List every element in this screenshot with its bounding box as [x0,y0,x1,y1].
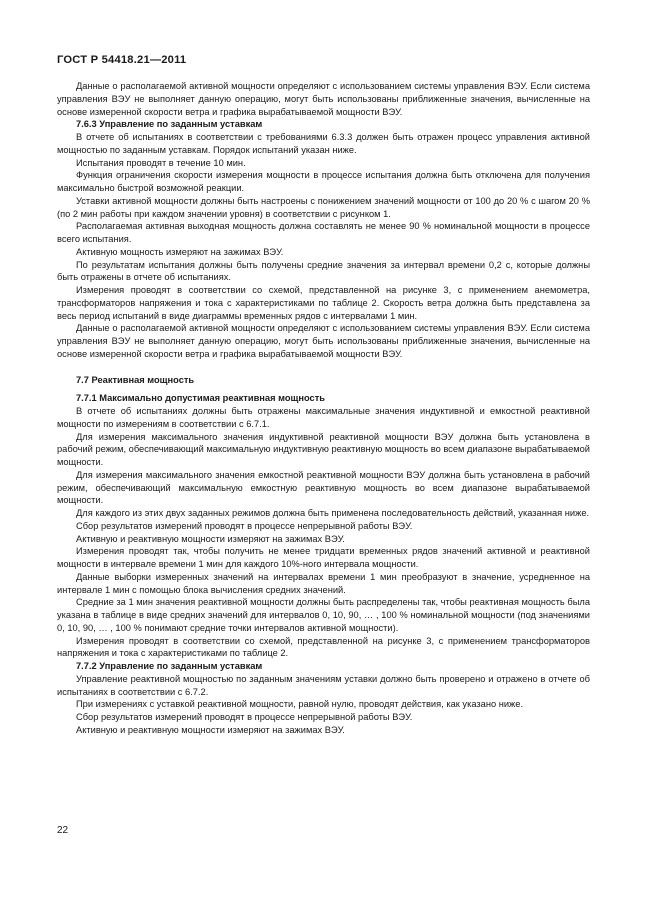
paragraph: Располагаемая активная выходная мощность должна составлять не менее 90 % номинальной мощности в процессе всего испытания. [57,221,590,244]
paragraph: Измерения проводят так, чтобы получить не менее тридцати временных рядов значений активной и реактивной мощности в интервале времени 1 мин для каждого 10%-ного интервала мощности. [57,546,590,569]
section-heading-7-7-1: 7.7.1 Максимально допустимая реактивная мощность [76,393,325,404]
section-heading-7-7-2: 7.7.2 Управление по заданным уставкам [76,661,263,671]
paragraph: Данные выборки измеренных значений на интервалах времени 1 мин преобразуют в значение, усредненное на интервале 1 мин с помощью блока вычисления средних значений. [57,571,590,595]
paragraph: Сбор результатов измерений проводят в процессе непрерывной работы ВЭУ. [76,520,413,531]
section-heading-7-7: 7.7 Реактивная мощность [76,374,195,385]
paragraph: Управление реактивной мощностью по заданным значениям уставки должно быть проверено и отражено в отчете об испытаниях в соответствии с 6.7.2. [57,673,590,697]
paragraph: В отчете об испытаниях должны быть отражены максимальные значения индуктивной и емкостной реактивной мощности по измерениям в соответствии с 6.7.1. [57,406,590,429]
paragraph: Функция ограничения скорости измерения мощности в процессе испытания должна быть отключена для получения максимально быстрой возможной реакции. [57,170,590,193]
page-number: 22 [57,825,69,836]
paragraph: Уставки активной мощности должны быть настроены с понижением значений мощности от 100 до 20 % с шагом 20 % (по 2 мин работы при каждом значении уровня) в соответствии с рисунком 1. [57,195,590,219]
document-header: ГОСТ Р 54418.21—2011 [57,54,187,66]
paragraph: Для каждого из этих двух заданных режимов должна быть применена последовательность действий, указанная ниже. [76,508,590,518]
paragraph: Измерения проводят в соответствии со схемой, представленной на рисунке 3, с применением анемометра, трансформаторов напряжения и тока с характеристиками по таблице 2. Скорость ветра должна быть представлена за весь период испытаний в виде диаграммы временных рядов с интервалами 1 мин. [57,285,590,321]
paragraph: При измерениях с уставкой реактивной мощности, равной нулю, проводят действия, как указано ниже. [76,699,524,710]
paragraph: Измерения проводят в соответствии со схемой, представленной на рисунке 3, с применением трансформаторов напряжения и тока с характеристиками по таблице 2. [57,635,590,659]
document-body [57,80,590,737]
paragraph: Данные о располагаемой активной мощности определяют с использованием системы управления ВЭУ. Если система управления ВЭУ не выполняет данную операцию, могут быть использованы приближенные значения, вычисленные на основе измеренной скорости ветра и графика вырабатываемой мощности ВЭУ. [57,323,590,359]
paragraph: Активную и реактивную мощности измеряют на зажимах ВЭУ. [76,533,345,544]
paragraph: Активную мощность измеряют на зажимах ВЭУ. [76,246,284,257]
paragraph: Для измерения максимального значения индуктивной реактивной мощности ВЭУ должна быть установлена в рабочий режим, обеспечивающий максимальную индуктивную реактивную мощность во всем диапазоне вырабатываемой мощности. [57,431,590,467]
paragraph: По результатам испытания должны быть получены средние значения за интервал времени 0,2 с, которые должны быть отражены в отчете об испытаниях. [57,259,590,283]
paragraph: Активную и реактивную мощности измеряют на зажимах ВЭУ. [76,724,345,735]
paragraph: Данные о располагаемой активной мощности определяют с использованием системы управления ВЭУ. Если система управления ВЭУ не выполняет данную операцию, могут быть использованы приближенные значения, вычисленные на основе измеренной скорости ветра и графика вырабатываемой мощности ВЭУ. [57,81,590,117]
paragraph: Средние за 1 мин значения реактивной мощности должны быть распределены так, чтобы реактивная мощность была указана в таблице в виде средних значений для интервалов 0, 10, 90, … , 100 % номинальной мощности (под значениями 0, 10, 90, … , 100 % понимают средние точки интервалов активной мощности). [57,597,590,633]
paragraph: Сбор результатов измерений проводят в процессе непрерывной работы ВЭУ. [76,712,413,722]
paragraph: В отчете об испытаниях в соответствии с требованиями 6.3.3 должен быть отражен процесс управления активной мощностью по заданным уставкам. Порядок испытаний указан ниже. [57,132,590,155]
section-heading-7-6-3: 7.6.3 Управление по заданным уставкам [76,119,263,130]
paragraph: Испытания проводят в течение 10 мин. [76,157,246,168]
paragraph: Для измерения максимального значения емкостной реактивной мощности ВЭУ должна быть установлена в рабочий режим, обеспечивающий максимальную емкостную реактивную мощность во всем диапазоне вырабатываемой мощности. [57,469,590,506]
